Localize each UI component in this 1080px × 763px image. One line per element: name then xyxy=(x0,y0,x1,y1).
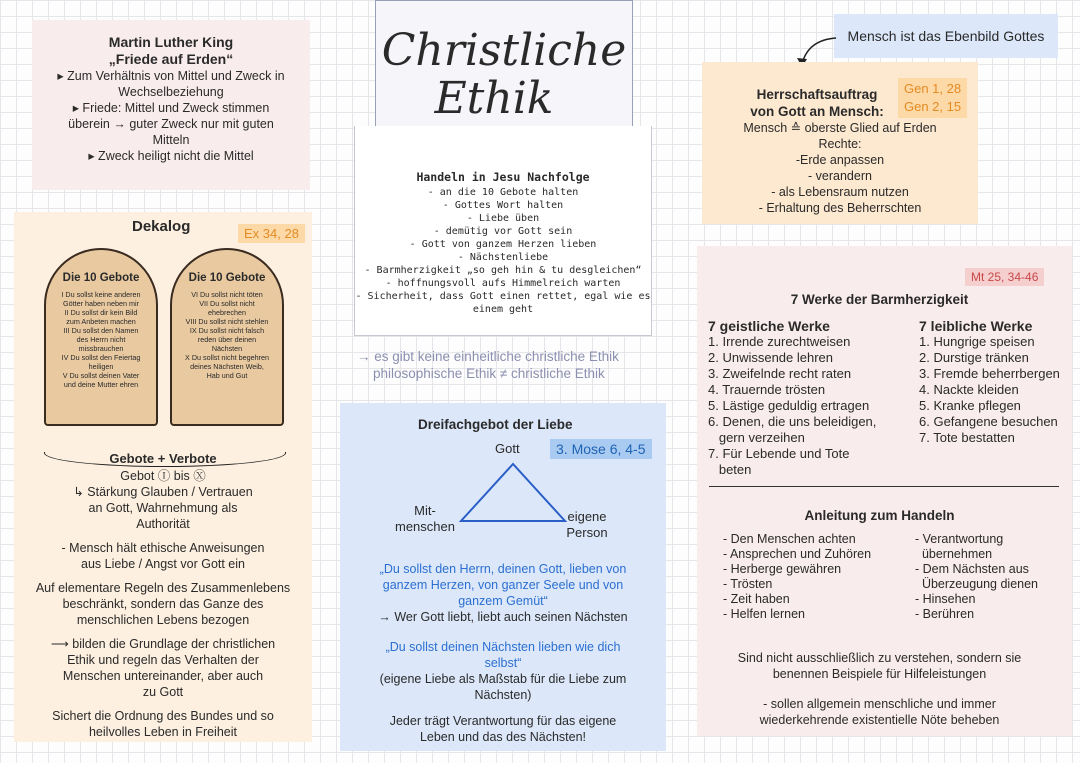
geistlich-item: 2. Unwissende lehren xyxy=(708,350,834,365)
commandment: VIII Du sollst nicht stehlen xyxy=(185,317,269,326)
triangle-label-gott: Gott xyxy=(495,441,520,456)
handeln-item: - hoffnungsvoll aufs Himmelreich warten xyxy=(385,278,621,289)
leiblich-item: 4. Nackte kleiden xyxy=(919,382,1019,397)
anleitung-item: - Herberge gewähren xyxy=(723,562,842,576)
anleitung-item: - Hinsehen xyxy=(915,592,976,606)
sollen-line: - sollen allgemein menschliche und immer xyxy=(763,697,996,711)
mlk-line: Mitteln xyxy=(152,133,190,147)
herrschaftsauftrag-box xyxy=(702,62,978,224)
geistlich-item: 7. Für Lebende und Tote xyxy=(708,446,850,461)
sollen-line: wiederkehrende existentielle Nöte beheben xyxy=(759,713,1000,727)
mlk-title: Martin Luther King xyxy=(108,34,234,50)
commandment: zum Anbeten machen xyxy=(66,317,136,326)
staerkung-line: Authorität xyxy=(136,517,190,531)
jeder-line: Jeder trägt Verantwortung für das eigene xyxy=(389,714,617,728)
commandment: des Herrn nicht xyxy=(76,335,126,344)
herrschaft-title: Herrschaftsauftrag xyxy=(756,87,878,102)
paren-line: Nächsten) xyxy=(474,688,532,702)
handeln-item: - Nächstenliebe xyxy=(457,252,549,263)
commandment: IV Du sollst den Feiertag xyxy=(61,353,141,362)
right-tablet xyxy=(170,248,284,426)
staerkung-line: ↳ Stärkung Glauben / Vertrauen xyxy=(73,485,253,499)
ordnung-line: Sichert die Ordnung des Bundes und so xyxy=(52,709,274,723)
geistlich-item: 5. Lästige geduldig ertragen xyxy=(708,398,870,413)
commandment: VI Du sollst nicht töten xyxy=(191,290,263,299)
anleitung-item: - Berühren xyxy=(915,607,975,621)
geistlich-item: 4. Trauernde trösten xyxy=(708,382,826,397)
geistlich-item: 3. Zweifelnde recht raten xyxy=(708,366,852,381)
quote-line: ganzem Herzen, von ganzer Seele und von xyxy=(382,578,624,592)
commandment: I Du sollst keine anderen xyxy=(61,290,141,299)
handeln-item: - Liebe üben xyxy=(466,213,540,224)
werke-box xyxy=(697,246,1072,736)
mensch-line: - Mensch hält ethische Anweisungen xyxy=(61,541,265,555)
mlk-subtitle: „Friede auf Erden“ xyxy=(108,51,234,67)
ethik-note xyxy=(357,348,653,388)
handeln-item: - Gott von ganzem Herzen lieben xyxy=(409,239,597,250)
triangle-label-eigene-person: Person xyxy=(566,525,608,540)
gebote-title: Gebote + Verbote xyxy=(109,451,217,466)
left-tablet xyxy=(44,248,158,426)
page-title-line2: Ethik xyxy=(434,73,554,124)
werke-title: 7 Werke der Barmherzigkeit xyxy=(790,292,969,307)
commandment: X Du sollst nicht begehren xyxy=(185,353,269,362)
herrschaft-line: Rechte: xyxy=(818,137,862,151)
leiblich-item: 6. Gefangene besuchen xyxy=(919,414,1058,429)
staerkung-line: an Gott, Wahrnehmung als xyxy=(88,501,238,515)
leiblich-item: 1. Hungrige speisen xyxy=(919,334,1035,349)
leiblich-item: 2. Durstige tränken xyxy=(919,350,1029,365)
herrschaft-title: von Gott an Mensch: xyxy=(750,104,884,119)
commandment: und deine Mutter ehren xyxy=(63,380,139,389)
anleitung-item: - Dem Nächsten aus xyxy=(915,562,1029,576)
grundlage-line: Ethik und regeln das Verhalten der xyxy=(67,653,259,667)
leiblich-item: 5. Kranke pflegen xyxy=(919,398,1021,413)
anleitung-item: - Zeit haben xyxy=(723,592,790,606)
commandment: Nächsten xyxy=(211,344,243,353)
ordnung-line: heilvolles Leben in Freiheit xyxy=(88,725,237,739)
grundlage-line: Menschen untereinander, aber auch xyxy=(62,669,264,683)
geistlich-item: 1. Irrende zurechtweisen xyxy=(708,334,851,349)
quote-line: „Du sollst deinen Nächsten lieben wie dich xyxy=(385,640,621,654)
handeln-item: einem geht xyxy=(472,304,534,315)
grundlage-line: zu Gott xyxy=(142,685,184,699)
reference-line: Gen 2, 15 xyxy=(904,99,962,114)
anleitung-item: - Helfen lernen xyxy=(723,607,805,621)
commandment: Götter haben neben mir xyxy=(63,299,139,308)
handeln-item: - demütig vor Gott sein xyxy=(433,226,573,237)
quote-line: „Du sollst den Herrn, deinen Gott, lieben von xyxy=(379,562,627,576)
werke-reference: Mt 25, 34-46 xyxy=(965,268,1044,286)
mlk-line: überein → guter Zweck nur mit guten xyxy=(68,117,274,131)
dreifach-title: Dreifachgebot der Liebe xyxy=(418,417,573,432)
handeln-item: - Sicherheit, dass Gott einen rettet, egal wie es xyxy=(355,291,651,302)
sind-line: Sind nicht ausschließlich zu verstehen, sondern sie xyxy=(737,651,1022,665)
commandment: VII Du sollst nicht xyxy=(199,299,255,308)
dekalog-reference: Ex 34, 28 xyxy=(238,224,305,243)
handeln-item: - an die 10 Gebote halten xyxy=(427,187,579,198)
anleitung-item: - Trösten xyxy=(723,577,773,591)
quote-line: ganzem Gemüt“ xyxy=(458,594,548,608)
dreifachgebot-box xyxy=(340,403,666,751)
elementar-line: menschlichen Lebens bezogen xyxy=(76,613,250,627)
herrschaft-line: Mensch ≙ oberste Glied auf Erden xyxy=(743,121,937,135)
triangle-label-mitmenschen: Mit- xyxy=(414,503,436,518)
grundlage-line: ⟶ bilden die Grundlage der christlichen xyxy=(50,637,276,651)
commandment: II Du sollst dir kein Bild xyxy=(64,308,138,317)
herrschaft-line: - Erhaltung des Beherrschten xyxy=(758,201,922,215)
ebenbild-box: Mensch ist das Ebenbild Gottes xyxy=(834,14,1058,58)
geistliche-title: 7 geistliche Werke xyxy=(708,318,830,334)
triangle-label-eigene-person: eigene xyxy=(567,509,607,524)
commandment: V Du sollst deinen Vater xyxy=(62,371,140,380)
commandment: heiligen xyxy=(88,362,114,371)
arrow-line: → Wer Gott liebt, liebt auch seinen Nächsten xyxy=(378,610,628,624)
commandment: IX Du sollst nicht falsch xyxy=(189,326,265,335)
anleitung-item: - Den Menschen achten xyxy=(723,532,856,546)
dekalog-title: Dekalog xyxy=(132,218,191,235)
quote-line: selbst“ xyxy=(484,656,522,670)
anleitung-item: - Verantwortung xyxy=(915,532,1004,546)
geistlich-item: gern verzeihen xyxy=(708,430,805,445)
handeln-title: Handeln in Jesu Nachfolge xyxy=(416,170,590,184)
geistlich-item: beten xyxy=(708,462,752,477)
geistlich-item: 6. Denen, die uns beleidigen, xyxy=(708,414,877,429)
anleitung-item: Überzeugung dienen xyxy=(915,577,1039,591)
tablet-title: Die 10 Gebote xyxy=(188,272,266,284)
anleitung-title: Anleitung zum Handeln xyxy=(804,508,955,523)
commandment: missbrauchen xyxy=(78,344,124,353)
mlk-line: ▸ Zweck heiligt nicht die Mittel xyxy=(88,149,254,163)
herrschaft-line: - verandern xyxy=(808,169,872,183)
sind-line: benennen Beispiele für Hilfeleistungen xyxy=(772,667,987,681)
gebot-line: Gebot Ⓘ bis Ⓧ xyxy=(120,469,206,483)
leiblich-item: 3. Fremde beherrbergen xyxy=(919,366,1060,381)
section-divider xyxy=(709,486,1059,487)
commandment: ehebrechen xyxy=(208,308,246,317)
page-title-line1: Christliche xyxy=(381,25,627,76)
mlk-line: ▸ Friede: Mittel und Zweck stimmen xyxy=(72,101,270,115)
tablet-title: Die 10 Gebote xyxy=(62,272,140,284)
mlk-line: ▸ Zum Verhältnis von Mittel und Zweck in xyxy=(57,69,285,83)
handeln-box xyxy=(354,126,652,336)
mensch-line: aus Liebe / Angst vor Gott ein xyxy=(81,557,245,571)
elementar-line: beschränkt, sondern das Ganze des xyxy=(62,597,264,611)
herrschaft-line: - als Lebensraum nutzen xyxy=(771,185,909,199)
note-line: philosophische Ethik ≠ christliche Ethik xyxy=(373,366,605,381)
commandment: III Du sollst den Namen xyxy=(63,326,139,335)
handeln-item: - Gottes Wort halten xyxy=(442,200,564,211)
anleitung-item: - Ansprechen und Zuhören xyxy=(723,547,872,561)
paren-line: (eigene Liebe als Maßstab für die Liebe zum xyxy=(379,672,627,686)
reference-line: Gen 1, 28 xyxy=(904,81,962,96)
handeln-item: - Barmherzigkeit „so geh hin & tu desgleichen“ xyxy=(364,265,642,276)
herrschaft-line: -Erde anpassen xyxy=(795,153,885,167)
mlk-line: Wechselbeziehung xyxy=(118,85,224,99)
triangle-label-mitmenschen: menschen xyxy=(395,519,455,534)
anleitung-item: übernehmen xyxy=(915,547,993,561)
elementar-line: Auf elementare Regeln des Zusammenlebens xyxy=(35,581,291,595)
mlk-box xyxy=(32,20,310,190)
note-line: → es gibt keine einheitliche christliche Ethik xyxy=(357,349,619,364)
commandment: reden über deinen xyxy=(197,335,257,344)
herrschaft-reference xyxy=(898,78,967,118)
commandment: Hab und Gut xyxy=(206,371,248,380)
dreifach-reference: 3. Mose 6, 4-5 xyxy=(550,439,652,459)
commandment: deines Nächsten Weib, xyxy=(190,362,264,371)
leibliche-title: 7 leibliche Werke xyxy=(919,318,1033,334)
jeder-line: Leben und das des Nächsten! xyxy=(419,730,587,744)
leiblich-item: 7. Tote bestatten xyxy=(919,430,1015,445)
